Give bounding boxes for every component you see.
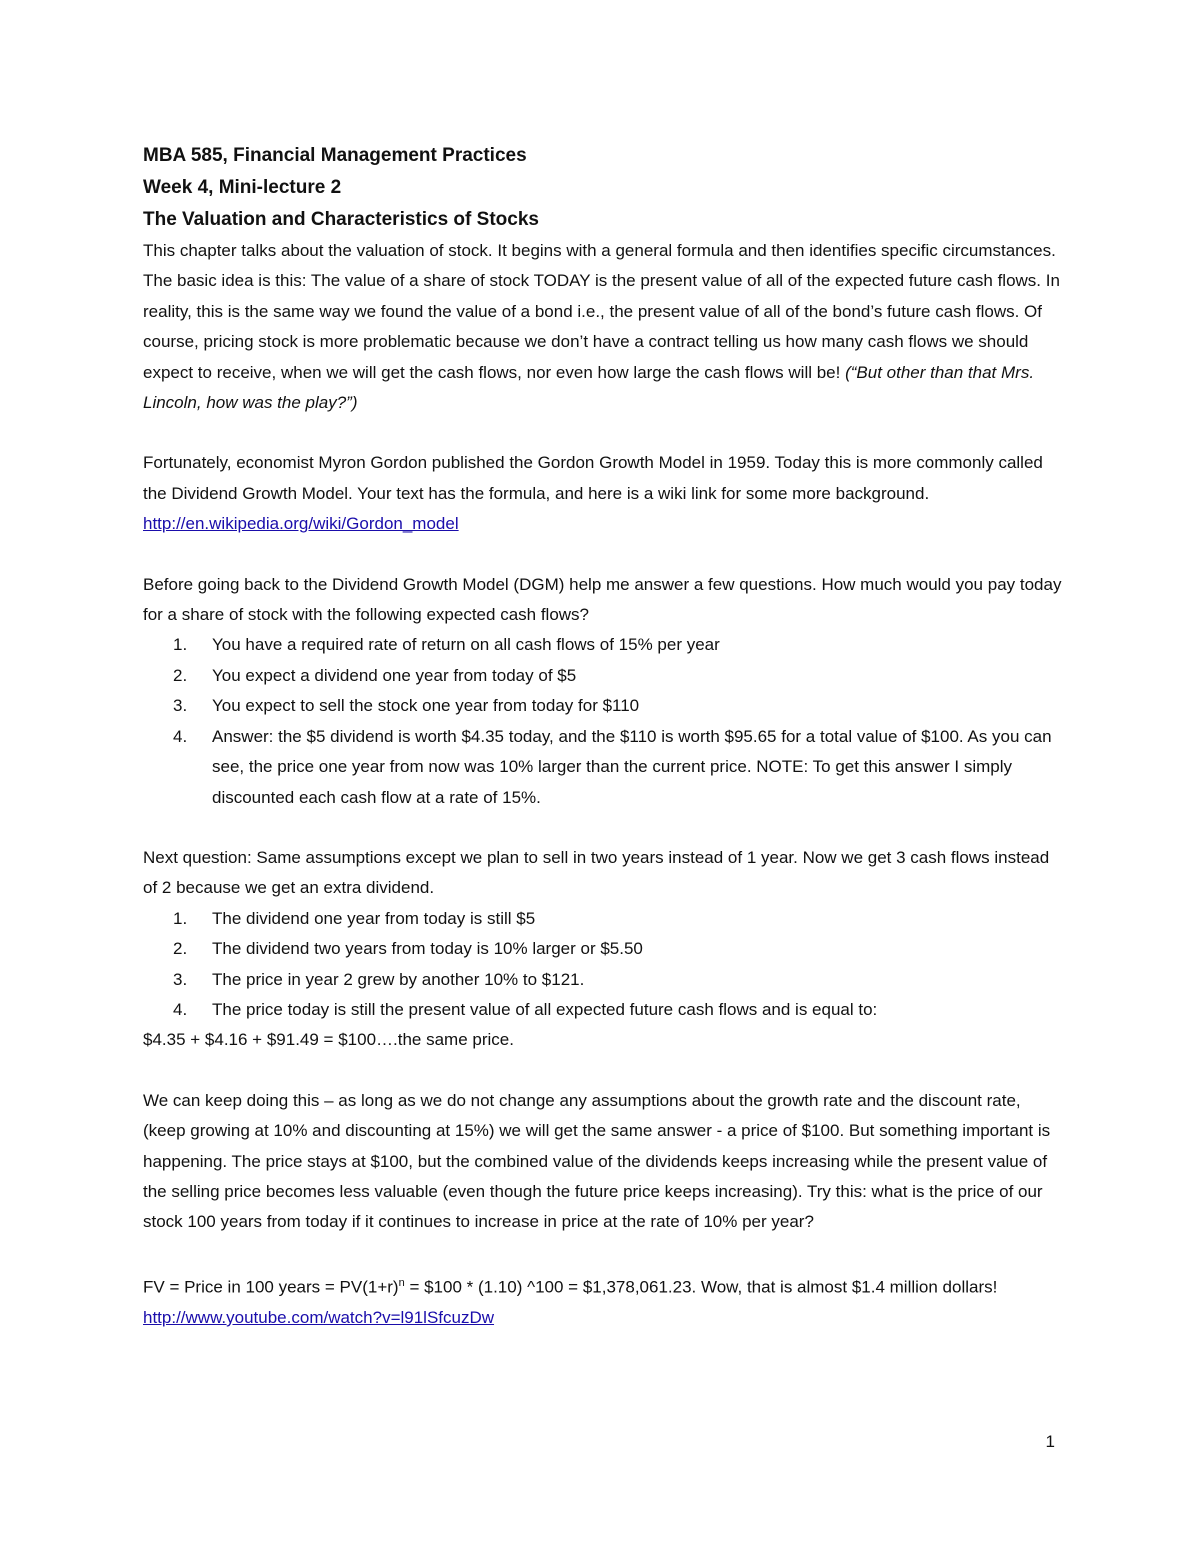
growth-paragraph: We can keep doing this – as long as we do not change any assumptions about the growth rate and the discount rate, (keep growing at 10% and discounting at 15%) we will get the same answer - a price of $100. But something important is happening. The price stays at $100, but the combined value of the dividends keeps increasing while the present value of the selling price becomes less valuable (even though the future price keeps increasing). Try this: what is the price of our stock 100 years from today if it continues to increase in price at the rate of 10% per year? — [143, 1090, 1051, 1232]
first-question-list — [143, 630, 1063, 812]
fv-text-a: FV = Price in 100 years = PV(1+r) — [143, 1277, 399, 1297]
list-number: 3. — [173, 696, 188, 716]
list-text: The dividend two years from today is 10% larger or $5.50 — [212, 939, 643, 959]
week-heading: Week 4, Mini-lecture 2 — [143, 177, 342, 198]
list-number: 1. — [173, 908, 188, 928]
list-number: 3. — [173, 969, 188, 989]
questions-paragraph: Before going back to the Dividend Growth Model (DGM) help me answer a few questions. How much would you pay today for a share of stock with the following expected cash flows? — [143, 574, 1062, 625]
list-number: 2. — [173, 665, 188, 685]
next-question-paragraph: Next question: Same assumptions except we plan to sell in two years instead of 1 year. Now we get 3 cash flows instead of 2 because we get an extra dividend. — [143, 847, 1050, 898]
course-heading: MBA 585, Financial Management Practices — [143, 145, 527, 166]
list-item — [143, 630, 1063, 660]
list-item — [143, 722, 1063, 813]
list-text: You expect to sell the stock one year from today for $110 — [212, 696, 640, 716]
list-item — [143, 934, 1063, 964]
list-text: Answer: the $5 dividend is worth $4.35 today, and the $110 is worth $95.65 for a total value of $100. As you can see, the price one year from now was 10% larger than the current price. NOTE: To get this answer I simply discounted each cash flow at a rate of 15%. — [212, 726, 1052, 807]
document-page — [143, 140, 1063, 1333]
list-item — [143, 904, 1063, 934]
list-item — [143, 691, 1063, 721]
sum-line: $4.35 + $4.16 + $91.49 = $100….the same price. — [143, 1030, 514, 1050]
list-text: You expect a dividend one year from today of $5 — [212, 665, 577, 685]
list-number: 1. — [173, 635, 188, 655]
list-number: 4. — [173, 726, 188, 746]
list-text: You have a required rate of return on all cash flows of 15% per year — [212, 635, 720, 655]
list-number: 2. — [173, 939, 188, 959]
title-heading: The Valuation and Characteristics of Stocks — [143, 209, 539, 230]
fv-text-b: = $100 * (1.10) ^100 = $1,378,061.23. Wow, that is almost $1.4 million dollars! — [404, 1277, 998, 1297]
lincoln-quote: (“But other than that Mrs. Lincoln, how was the play?”) — [143, 362, 1035, 413]
list-item — [143, 661, 1063, 691]
youtube-link[interactable]: http://www.youtube.com/watch?v=l91lSfcuzDw — [143, 1307, 495, 1327]
list-item — [143, 965, 1063, 995]
fv-exponent: n — [398, 1276, 405, 1289]
intro-text: This chapter talks about the valuation of stock. It begins with a general formula and then identifies specific circumstances. The basic idea is this: The value of a share of stock TODAY is the present value of all of the expected future cash flows. In reality, this is the same way we found the value of a bond i.e., the present value of all of the bond’s future cash flows. Of course, pricing stock is more problematic because we don’t have a contract telling us how many cash flows we should expect to receive, when we will get the cash flows, nor even how large the cash flows will be! — [143, 241, 1060, 382]
future-value-paragraph — [143, 1268, 1063, 1333]
list-text: The dividend one year from today is still $5 — [212, 908, 536, 928]
wiki-link[interactable]: http://en.wikipedia.org/wiki/Gordon_model — [143, 514, 459, 534]
gordon-paragraph — [143, 448, 1063, 539]
gordon-text: Fortunately, economist Myron Gordon published the Gordon Growth Model in 1959. Today this is more commonly called the Dividend Growth Model. Your text has the formula, and here is a wiki link for some more background. — [143, 453, 1043, 503]
list-text: The price in year 2 grew by another 10% to $121. — [212, 969, 585, 989]
list-text: The price today is still the present value of all expected future cash flows and is equal to: — [212, 999, 878, 1019]
list-item — [143, 995, 1063, 1025]
intro-paragraph — [143, 236, 1063, 418]
page-number: 1 — [1045, 1432, 1055, 1451]
list-number: 4. — [173, 999, 188, 1019]
second-question-list — [143, 904, 1063, 1026]
